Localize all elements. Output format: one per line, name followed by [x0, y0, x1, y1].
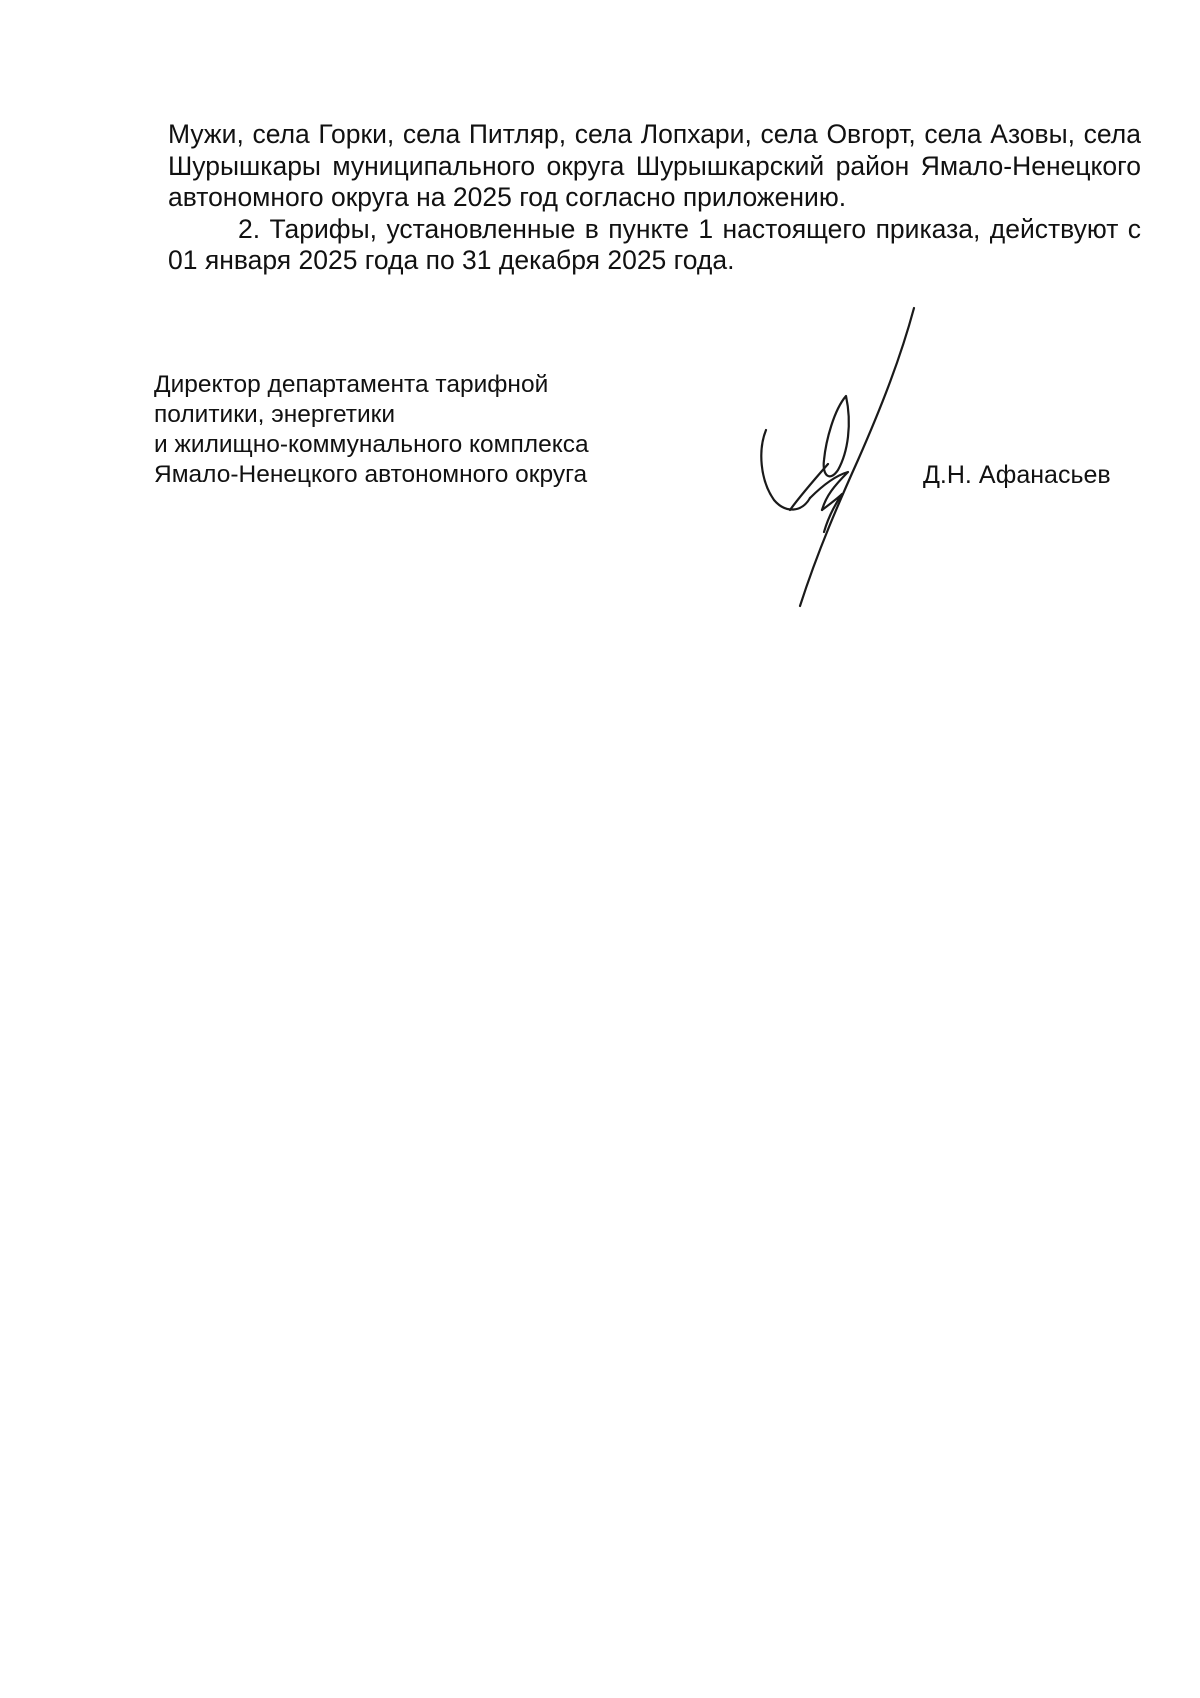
paragraph-2: 2. Тарифы, установленные в пункте 1 настоящего приказа, действуют с 01 января 2025 года по 31 декабря 2025 года. [168, 213, 1141, 275]
signer-name: Д.Н. Афанасьев [923, 461, 1111, 489]
paragraph-1-continuation: Мужи, села Горки, села Питляр, села Лопхари, села Овгорт, села Азовы, села Шурышкары муниципального округа Шурышкарский район Ямало-Ненецкого автономного округа на 2025 год согласно приложению. [168, 119, 1141, 212]
position-line: политики, энергетики [154, 401, 396, 428]
position-line: и жилищно-коммунального комплекса [154, 431, 589, 458]
signatory-position [154, 370, 589, 490]
handwritten-signature [730, 300, 930, 620]
position-line: Директор департамента тарифной [154, 371, 549, 398]
document-body [168, 119, 1141, 277]
position-line: Ямало-Ненецкого автономного округа [154, 461, 588, 488]
